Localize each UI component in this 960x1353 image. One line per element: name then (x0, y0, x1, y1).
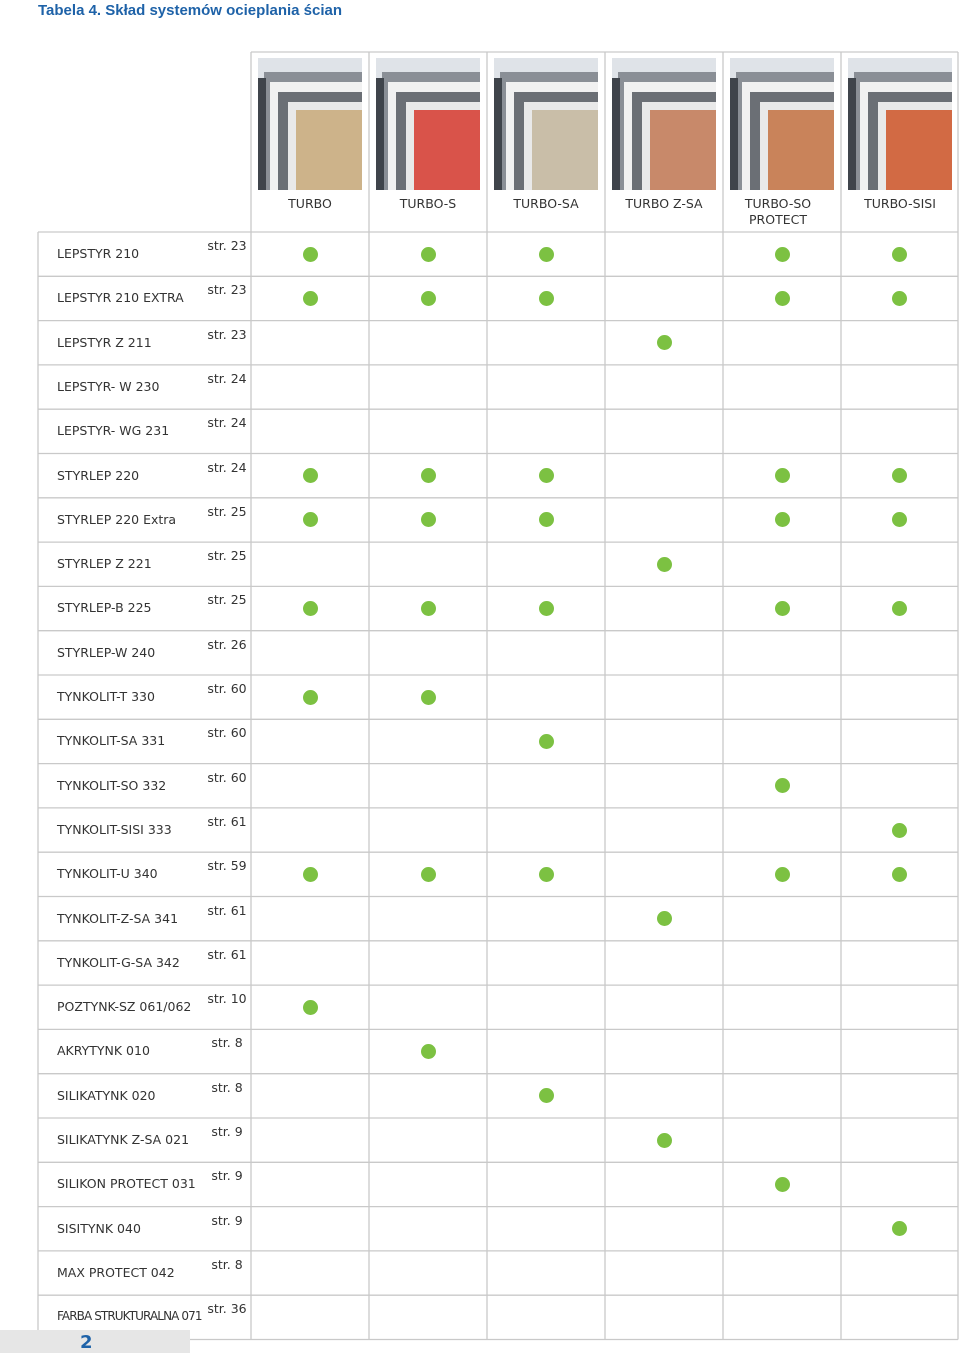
page-reference: str. 25 (207, 548, 247, 564)
page-reference: str. 8 (211, 1256, 243, 1272)
compatibility-dot (892, 1221, 907, 1236)
row-label: SILIKATYNK 020 (57, 1087, 156, 1103)
row-label: LEPSTYR- WG 231 (57, 423, 170, 439)
page-reference: str. 9 (211, 1168, 243, 1184)
row-label: STYRLEP 220 (57, 467, 140, 483)
row-label: STYRLEP Z 221 (57, 556, 152, 572)
row-label: LEPSTYR Z 211 (57, 334, 152, 350)
column-header: TURBO-SO PROTECT (744, 196, 812, 227)
page-reference: str. 26 (207, 636, 247, 652)
page-reference: str. 24 (207, 459, 247, 475)
system-layer-image (494, 58, 598, 190)
row-label: TYNKOLIT-T 330 (57, 689, 155, 704)
page-number: 2 (80, 1332, 93, 1353)
column-header: TURBO (288, 196, 332, 211)
compatibility-dot (657, 557, 672, 572)
page-reference: str. 60 (207, 725, 247, 741)
row-label: MAX PROTECT 042 (57, 1264, 175, 1280)
page-reference: str. 23 (207, 326, 247, 342)
row-label: AKRYTYNK 010 (57, 1043, 150, 1059)
compatibility-dot (775, 468, 790, 483)
row-label: SILIKON PROTECT 031 (57, 1176, 196, 1192)
page-reference: str. 25 (207, 592, 247, 608)
row-label: FARBA STRUKTURALNA 071 (57, 1309, 202, 1324)
row-label: TYNKOLIT-SA 331 (57, 733, 166, 749)
column-header: TURBO-SISI (864, 196, 936, 211)
compatibility-dot (539, 734, 554, 749)
compatibility-dot (421, 512, 436, 527)
compatibility-dot (775, 1177, 790, 1192)
row-label: STYRLEP 220 Extra (57, 511, 177, 527)
page-reference: str. 61 (207, 946, 247, 962)
row-label: SILIKATYNK Z-SA 021 (57, 1132, 190, 1147)
compatibility-dot (657, 335, 672, 350)
compatibility-dot (303, 690, 318, 705)
row-label: TYNKOLIT-Z-SA 341 (57, 910, 179, 926)
compatibility-dot (539, 468, 554, 483)
page-reference: str. 23 (207, 282, 247, 298)
compatibility-dot (539, 867, 554, 882)
compatibility-dot (775, 601, 790, 616)
page-reference: str. 60 (207, 769, 247, 785)
compatibility-dot (892, 867, 907, 882)
compatibility-dot (657, 911, 672, 926)
compatibility-dot (539, 512, 554, 527)
row-label: TYNKOLIT-U 340 (57, 866, 158, 882)
system-layer-image (612, 58, 716, 190)
column-header: TURBO Z-SA (625, 196, 703, 211)
compatibility-dot (657, 1133, 672, 1148)
page-reference: str. 8 (211, 1079, 243, 1095)
compatibility-dot (421, 867, 436, 882)
page-reference: str. 59 (207, 858, 247, 874)
compatibility-dot (421, 601, 436, 616)
compatibility-dot (303, 247, 318, 262)
compatibility-dot (421, 247, 436, 262)
row-label: TYNKOLIT-SO 332 (57, 777, 167, 793)
page-reference: str. 36 (207, 1301, 247, 1317)
compatibility-dot (421, 690, 436, 705)
page-reference: str. 8 (211, 1035, 243, 1051)
compatibility-dot (303, 601, 318, 616)
compatibility-dot (892, 247, 907, 262)
compatibility-dot (775, 867, 790, 882)
compatibility-dot (892, 468, 907, 483)
compatibility-dot (421, 291, 436, 306)
row-label: SISITYNK 040 (57, 1220, 141, 1236)
row-label: TYNKOLIT-G-SA 342 (57, 954, 180, 970)
row-label: TYNKOLIT-SISI 333 (57, 821, 172, 837)
compatibility-dot (421, 1044, 436, 1059)
page-reference: str. 23 (207, 238, 247, 253)
page-reference: str. 60 (207, 681, 247, 696)
compatibility-dot (539, 1088, 554, 1103)
compatibility-dot (303, 291, 318, 306)
compatibility-dot (539, 601, 554, 616)
compatibility-dot (421, 468, 436, 483)
page-reference: str. 9 (211, 1124, 243, 1139)
row-label: STYRLEP-B 225 (57, 600, 152, 616)
row-label: LEPSTYR 210 (57, 246, 140, 261)
system-layer-image (730, 58, 834, 190)
compatibility-dot (775, 512, 790, 527)
system-layer-image (848, 58, 952, 190)
system-layer-image (376, 58, 480, 190)
row-label: LEPSTYR- W 230 (57, 378, 160, 394)
compatibility-dot (539, 291, 554, 306)
compatibility-dot (775, 247, 790, 262)
column-header: TURBO-SA (513, 196, 579, 211)
compatibility-dot (303, 512, 318, 527)
column-header: TURBO-S (399, 196, 457, 211)
page-reference: str. 9 (211, 1212, 243, 1228)
compatibility-dot (303, 867, 318, 882)
row-label: STYRLEP-W 240 (57, 644, 156, 660)
compatibility-dot (775, 778, 790, 793)
row-label: LEPSTYR 210 EXTRA (57, 290, 184, 306)
page-reference: str. 10 (207, 991, 247, 1007)
compatibility-dot (303, 468, 318, 483)
page-number-bar (0, 1330, 190, 1353)
row-label: POZTYNK-SZ 061/062 (57, 999, 192, 1015)
page-reference: str. 25 (207, 503, 247, 519)
page-reference: str. 61 (207, 813, 247, 829)
compatibility-dot (892, 601, 907, 616)
system-layer-image (258, 58, 362, 190)
compatibility-dot (892, 512, 907, 527)
compatibility-dot (303, 1000, 318, 1015)
compatibility-dot (892, 291, 907, 306)
compatibility-dot (892, 823, 907, 838)
compatibility-dot (775, 291, 790, 306)
page-title: Tabela 4. Skład systemów ocieplania ścian (38, 2, 343, 19)
page-reference: str. 61 (207, 902, 247, 918)
page-reference: str. 24 (207, 415, 247, 431)
system-images (250, 52, 958, 192)
page-reference: str. 24 (207, 370, 247, 386)
compatibility-dot (539, 247, 554, 262)
